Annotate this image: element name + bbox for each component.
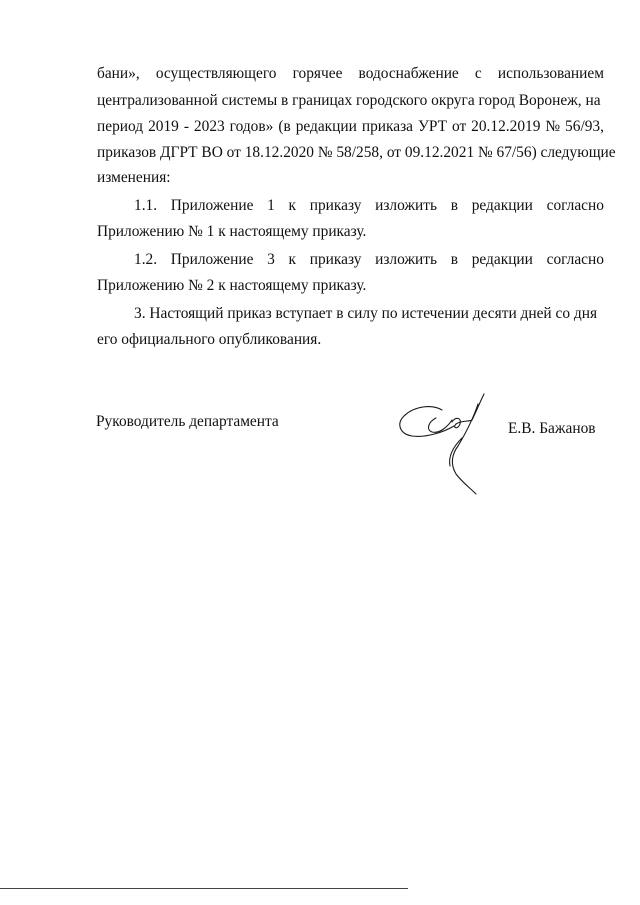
- word: Приложение: [170, 251, 254, 268]
- word: -: [183, 118, 189, 135]
- word: редакции: [295, 118, 357, 135]
- signer-title: Руководитель департамента: [96, 413, 279, 430]
- intro-line-1: [97, 64, 604, 84]
- item-3-line-2: его официального опубликования.: [97, 331, 322, 348]
- word: с: [474, 65, 482, 82]
- word: годов»: [229, 118, 274, 135]
- word: горячее: [292, 65, 343, 82]
- word: к: [288, 197, 296, 214]
- intro-line-4: приказов ДГРТ ВО от 18.12.2020 № 58/258, от 09.12.2021 № 67/56) следующие: [97, 144, 616, 161]
- word: 2019: [148, 118, 179, 135]
- item-1-2-line-2: Приложению № 2 к настоящему приказу.: [97, 277, 367, 294]
- word: согласно: [546, 197, 604, 214]
- item-1-2-line-1: [134, 250, 604, 270]
- item-3-line-1: 3. Настоящий приказ вступает в силу по истечении десяти дней со дня: [134, 305, 598, 322]
- word: редакции: [471, 197, 533, 214]
- word: осуществляющего: [155, 65, 277, 82]
- word: в: [450, 197, 459, 214]
- word: №: [545, 118, 561, 135]
- word: использованием: [497, 65, 604, 82]
- word: редакции: [471, 251, 533, 268]
- intro-line-3: [97, 117, 604, 137]
- word: Приложение: [170, 197, 254, 214]
- word: приказу: [309, 197, 362, 214]
- word: к: [288, 251, 296, 268]
- item-1-1-line-2: Приложению № 1 к настоящему приказу.: [97, 223, 367, 240]
- word: 56/93,: [565, 118, 604, 135]
- word: приказа: [361, 118, 413, 135]
- word: согласно: [546, 251, 604, 268]
- word: 1.2.: [134, 251, 158, 268]
- item-1-1-line-1: [134, 196, 604, 216]
- word: 2023: [193, 118, 225, 135]
- word: УРТ: [417, 118, 447, 135]
- word: водоснабжение: [358, 65, 459, 82]
- word: 1.1.: [134, 197, 158, 214]
- footer-divider: [0, 888, 408, 889]
- word: 20.12.2019: [471, 118, 541, 135]
- word: (в: [278, 118, 291, 135]
- intro-line-5: изменения:: [97, 169, 171, 186]
- intro-line-2: централизованной системы в границах городского округа город Воронеж, на: [97, 92, 601, 109]
- word: 1: [267, 197, 275, 214]
- word: бани»,: [97, 65, 140, 82]
- word: период: [97, 118, 144, 135]
- signer-name: Е.В. Бажанов: [508, 420, 596, 437]
- word: приказу: [309, 251, 362, 268]
- handwritten-signature-icon: [392, 392, 504, 496]
- word: от: [451, 118, 467, 135]
- word: изложить: [375, 251, 438, 268]
- word: в: [450, 251, 459, 268]
- word: изложить: [375, 197, 438, 214]
- word: 3: [267, 251, 275, 268]
